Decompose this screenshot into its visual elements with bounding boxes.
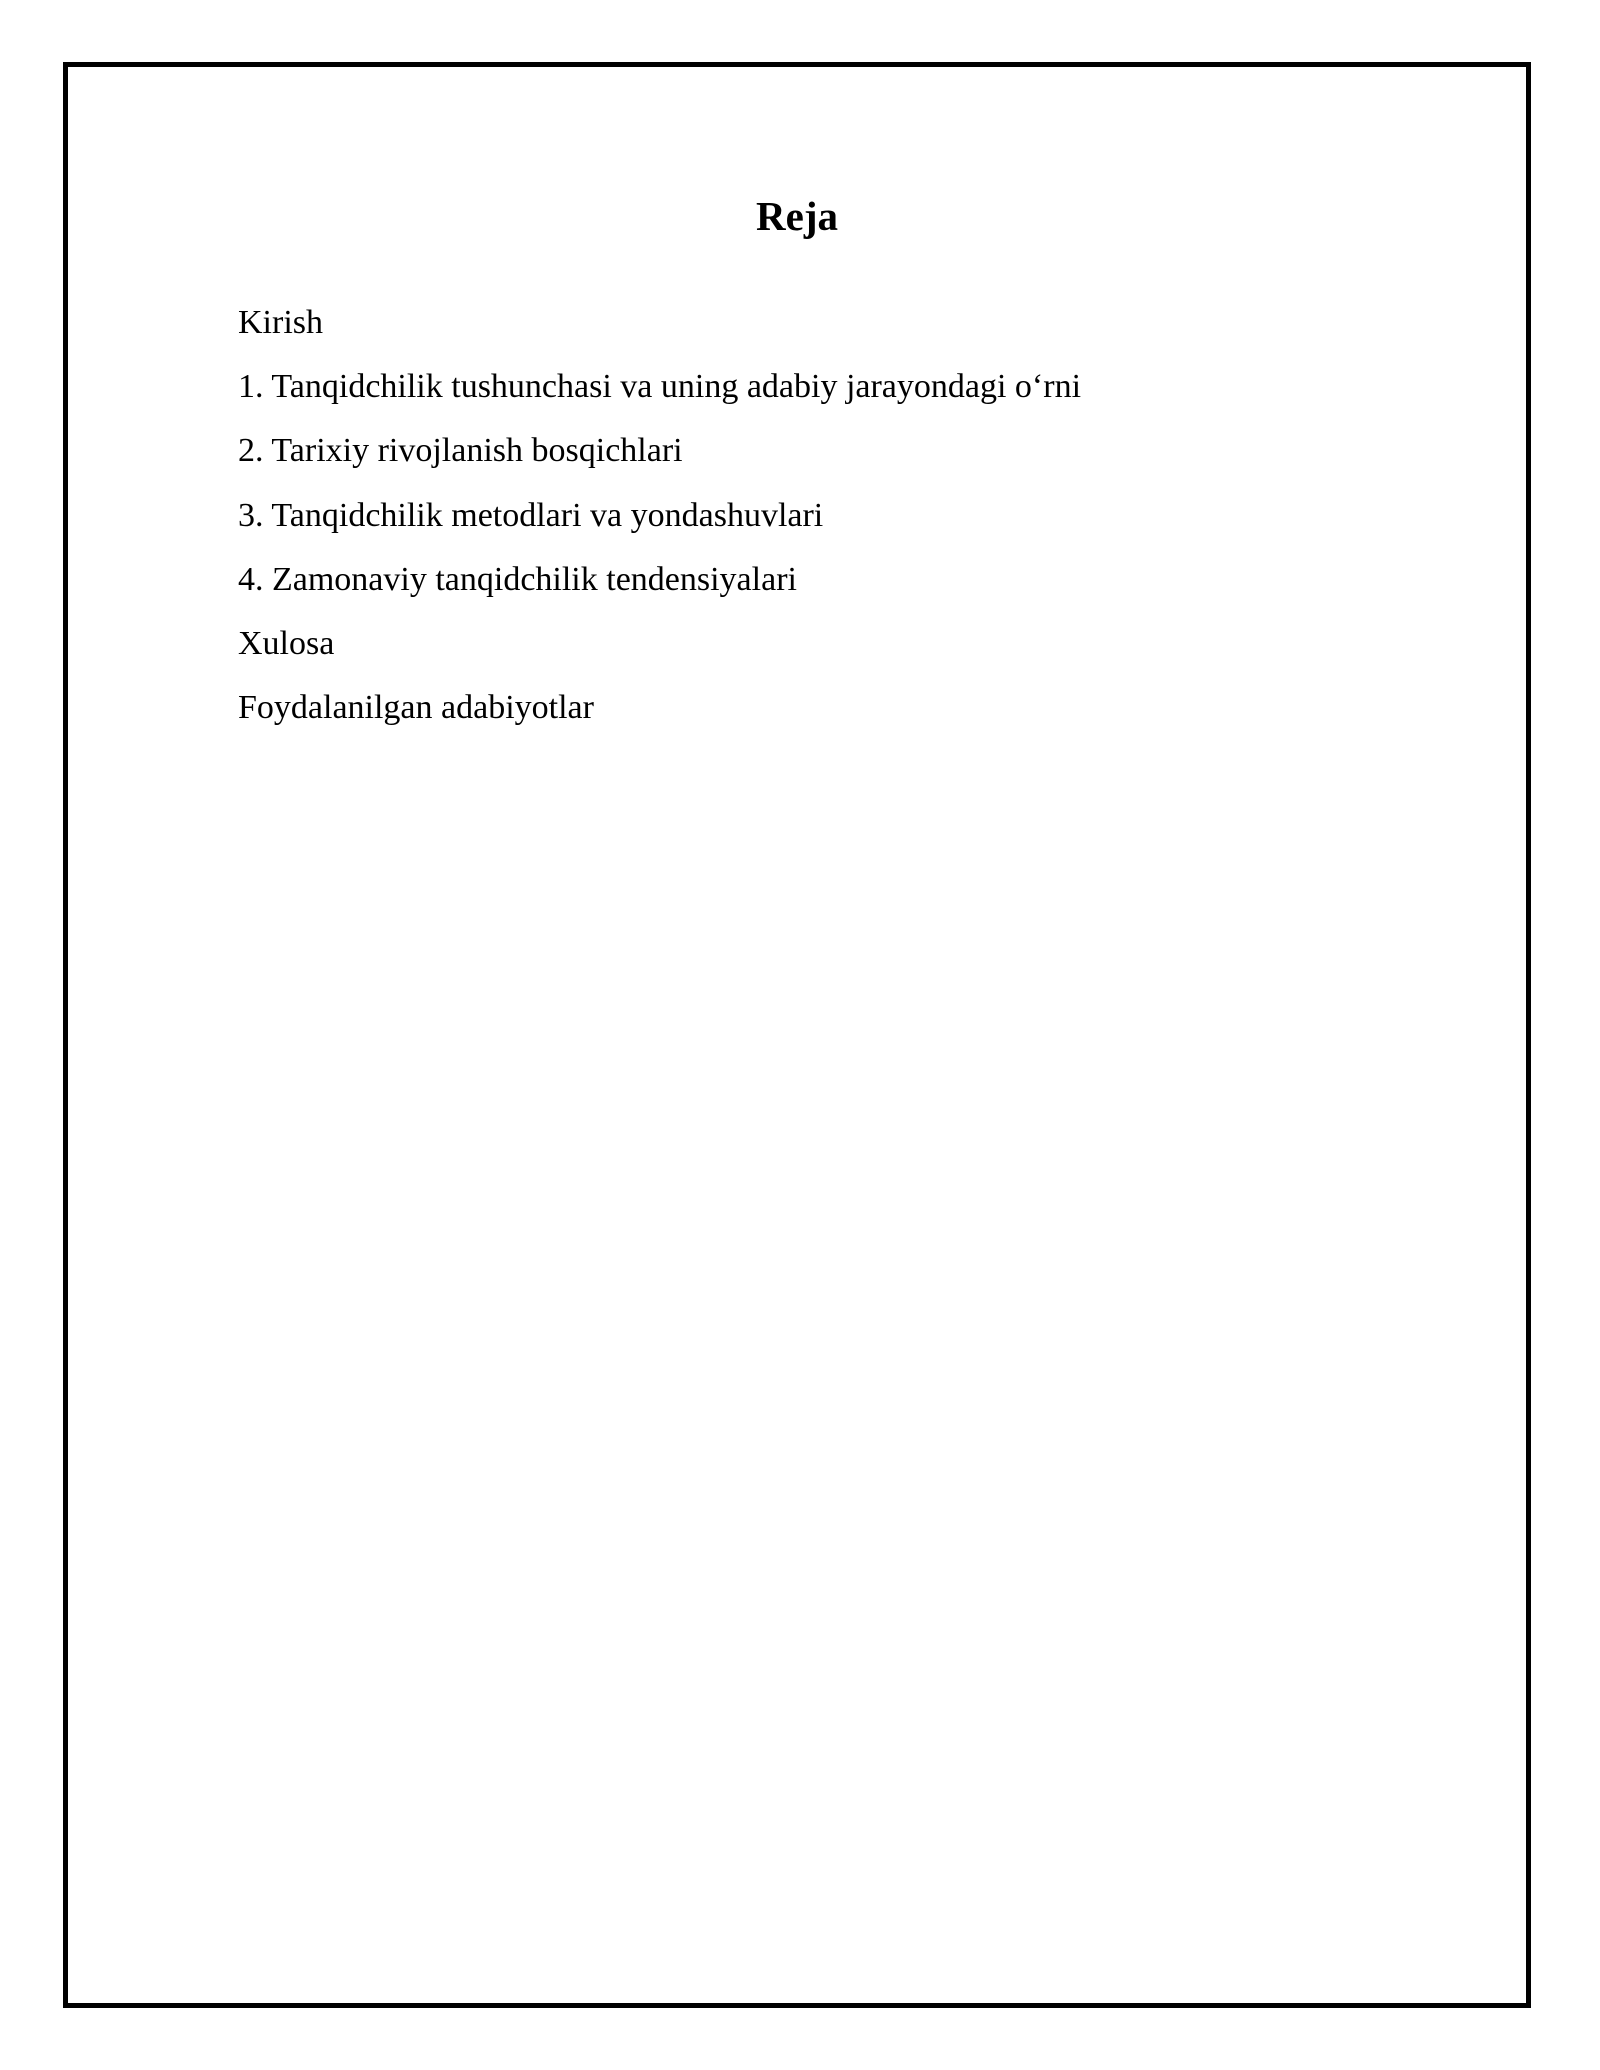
plan-item-references: Foydalanilgan adabiyotlar [238,689,594,727]
plan-item-conclusion: Xulosa [238,624,335,662]
page-title: Reja [756,193,838,239]
plan-list [238,291,1081,740]
plan-item-2: 2. Tarixiy rivojlanish bosqichlari [238,432,683,470]
page-frame [63,62,1531,2008]
plan-item-1: 1. Tanqidchilik tushunchasi va uning adabiy jarayondagi o‘rni [238,368,1082,406]
plan-item-4: 4. Zamonaviy tanqidchilik tendensiyalari [238,560,797,598]
plan-item-3: 3. Tanqidchilik metodlari va yondashuvlari [238,496,824,534]
plan-item-introduction: Kirish [238,304,323,341]
